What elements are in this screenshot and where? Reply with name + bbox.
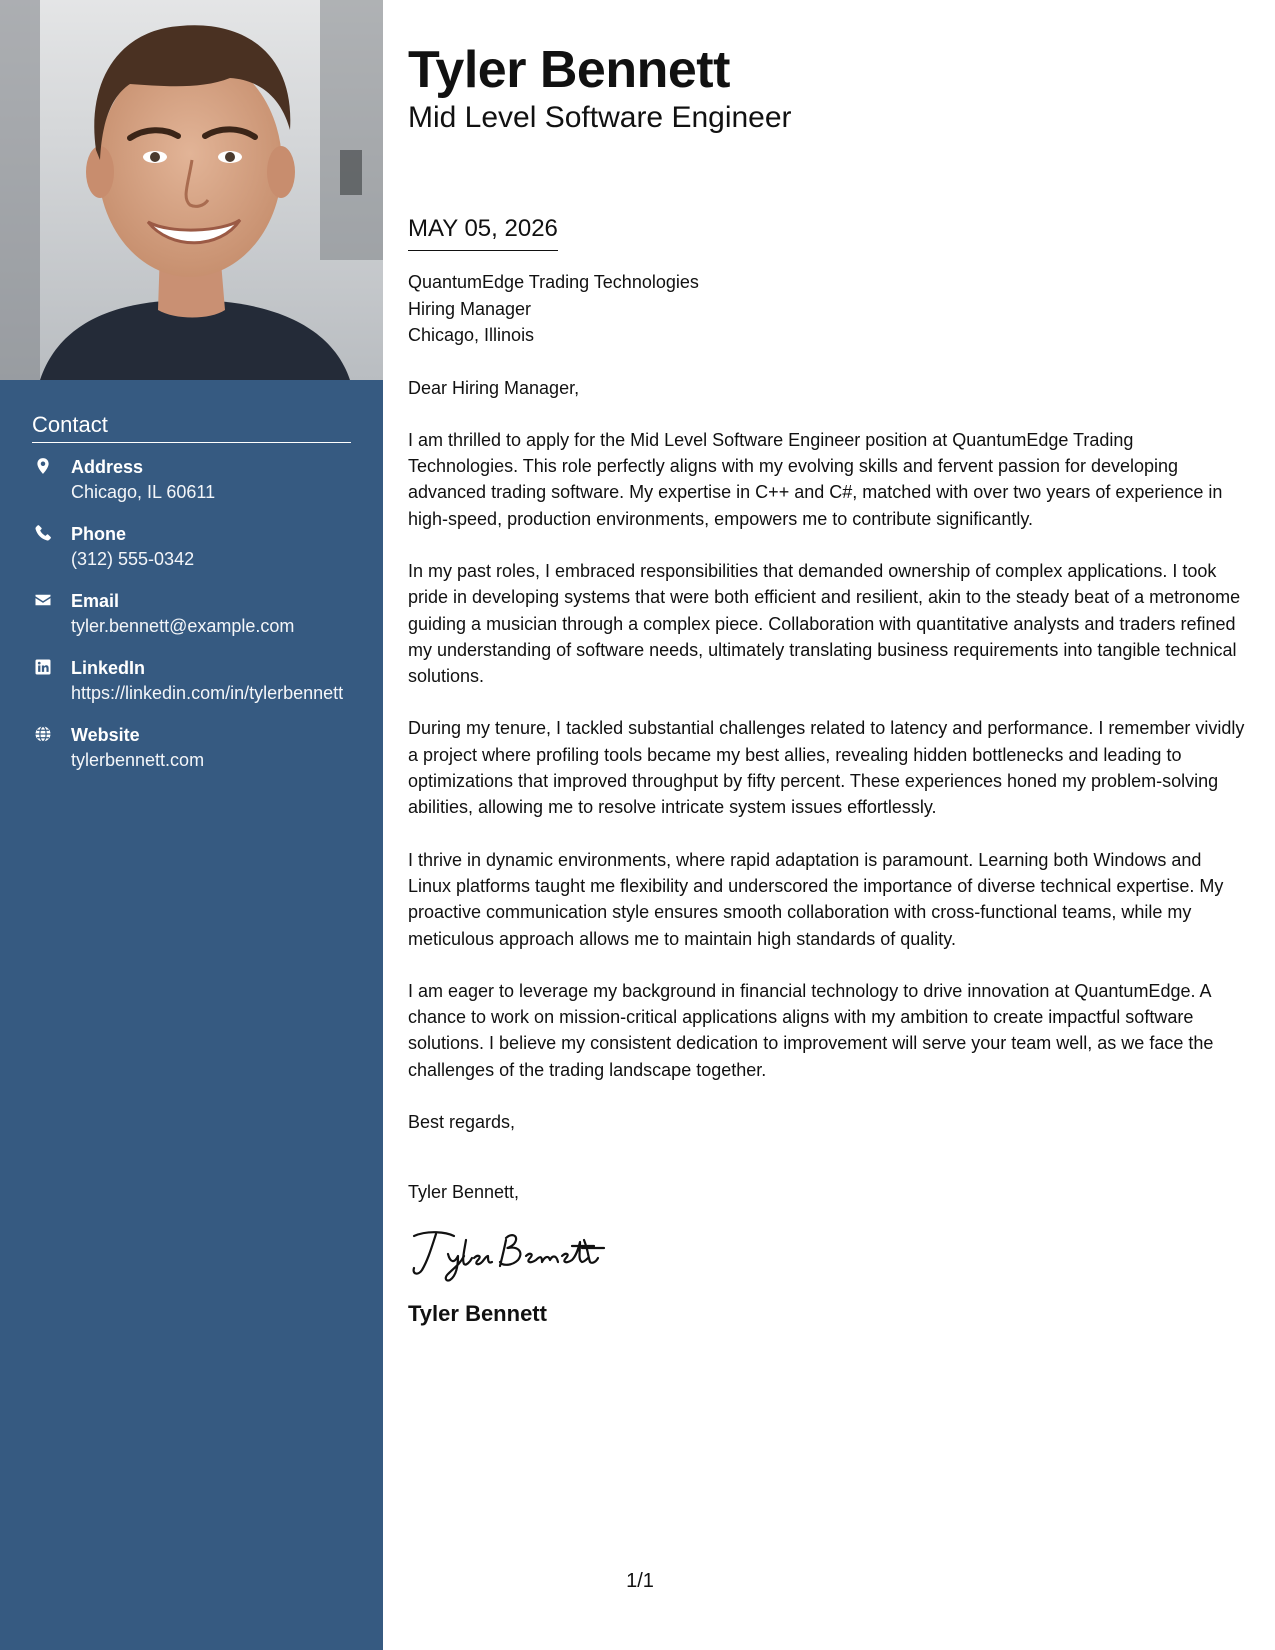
greeting: Dear Hiring Manager, [408,377,580,398]
closing: Best regards, [408,1112,516,1133]
contact-address [32,455,351,504]
letter-date: MAY 05, 2026 [408,214,558,251]
recipient-block [408,269,1248,349]
contact-website [32,723,351,772]
phone-icon [34,524,52,542]
envelope-icon [34,591,52,609]
contact-website-label: Website [71,725,140,745]
map-pin-icon [34,457,52,475]
globe-icon [34,725,52,743]
applicant-name: Tyler Bennett [408,41,730,99]
body-paragraph: I am thrilled to apply for the Mid Level Software Engineer position at QuantumEdge Trading Technologies. This role perfectly aligns with my evolving skills and fervent passion for developing advanced trading software. My expertise in C++ and C#, matched with over two years of experience in high-speed, production environments, empowers me to contribute significantly. [408,429,1223,529]
recipient-role: Hiring Manager [408,298,532,319]
contact-heading: Contact [32,412,351,443]
contact-email-label: Email [71,591,120,611]
body-paragraph: During my tenure, I tackled substantial challenges related to latency and performance. I remember vividly a project where profiling tools became my best allies, revealing hidden bottlenecks and leading to optimizations that improved throughput by fifty percent. These experiences honed my problem-solving abilities, allowing me to resolve intricate system issues effortlessly. [408,718,1245,818]
contact-phone-label: Phone [71,524,127,544]
contact-address-value: Chicago, IL 60611 [71,482,216,502]
profile-photo [0,0,383,380]
handwritten-signature [408,1226,628,1282]
contact-linkedin-label: LinkedIn [71,658,146,678]
signoff-name: Tyler Bennett, [408,1182,520,1203]
body-paragraph: In my past roles, I embraced responsibilities that demanded ownership of complex applications. I took pride in developing systems that were both efficient and resilient, akin to the steady beat of a metronome guiding a musician through a complex piece. Collaboration with quantitative analysts and traders refined my understanding of software needs, ultimately translating business requirements into tangible technical solutions. [408,560,1241,687]
contact-linkedin-value[interactable]: https://linkedin.com/in/tylerbennett [71,683,344,703]
contact-section [32,412,351,790]
contact-email-value: tyler.bennett@example.com [71,616,295,636]
contact-linkedin [32,656,351,705]
body-paragraph: I thrive in dynamic environments, where rapid adaptation is paramount. Learning both Windows and Linux platforms taught me flexibility and underscored the importance of diverse technical expertise. My proactive communication style ensures smooth collaboration with cross-functional teams, while my meticulous approach allows me to maintain high standards of quality. [408,849,1224,949]
sidebar [0,0,383,1650]
contact-phone-value: (312) 555-0342 [71,549,195,569]
letter-body [408,40,1248,1328]
contact-address-label: Address [71,457,144,477]
body-paragraph: I am eager to leverage my background in financial technology to drive innovation at QuantumEdge. A chance to work on mission-critical applications aligns with my ambition to create impactful software solutions. I believe my consistent dedication to improvement will serve your team well, as we face the challenges of the trading landscape together. [408,980,1214,1080]
linkedin-icon [34,658,52,676]
contact-email [32,589,351,638]
page-number: 1/1 [626,1570,654,1592]
profile-photo-illustration [0,0,383,380]
recipient-location: Chicago, Illinois [408,325,535,345]
printed-name: Tyler Bennett [408,1300,547,1326]
contact-phone [32,522,351,571]
recipient-company: QuantumEdge Trading Technologies [408,272,699,292]
applicant-title: Mid Level Software Engineer [408,101,792,134]
signature-drawing [408,1226,628,1282]
contact-website-value[interactable]: tylerbennett.com [71,750,205,770]
